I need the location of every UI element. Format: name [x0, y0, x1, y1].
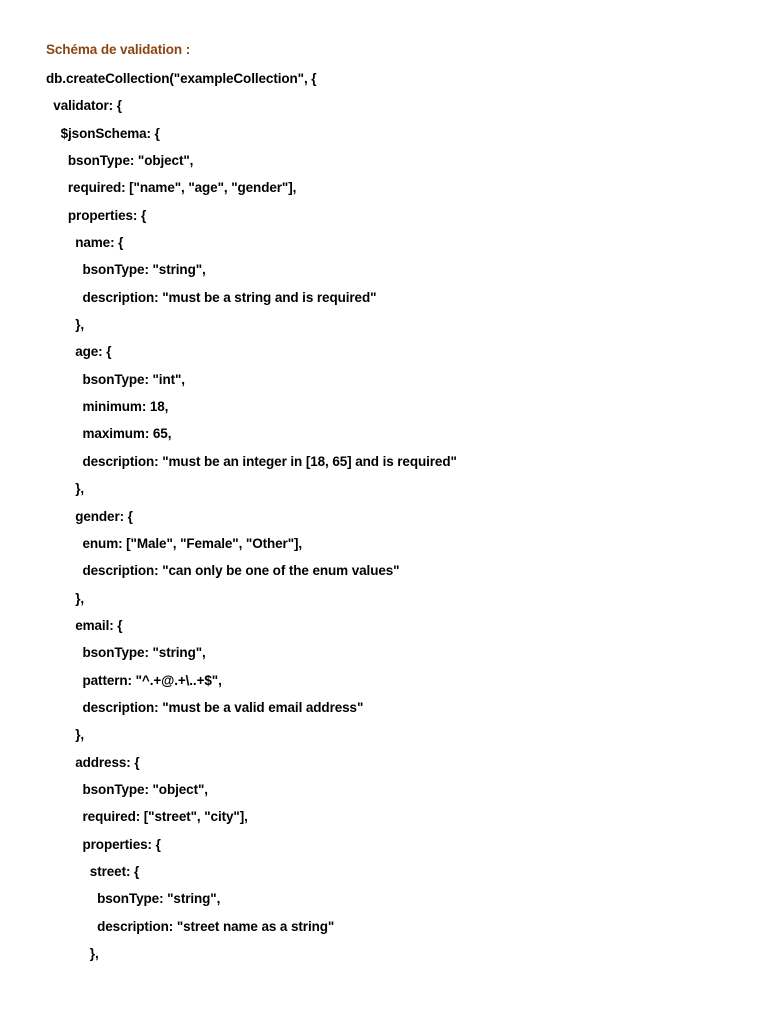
- code-line: address: {: [46, 754, 140, 770]
- code-line: },: [46, 946, 99, 961]
- code-line: properties: {: [46, 207, 147, 223]
- code-line: name: {: [46, 235, 124, 251]
- code-line: description: "must be a string and is required": [46, 289, 377, 305]
- code-line: db.createCollection("exampleCollection", {: [46, 71, 317, 86]
- code-line: bsonType: "string",: [46, 262, 206, 278]
- code-line: gender: {: [46, 508, 133, 524]
- code-line: $jsonSchema: {: [46, 125, 160, 141]
- code-line: bsonType: "object",: [46, 781, 208, 797]
- code-line: description: "must be a valid email address": [46, 699, 364, 715]
- code-line: bsonType: "object",: [46, 153, 194, 169]
- code-line: email: {: [46, 617, 123, 633]
- code-line: pattern: "^.+@.+\..+$",: [46, 672, 222, 688]
- code-line: bsonType: "int",: [46, 371, 185, 387]
- code-line: bsonType: "string",: [46, 891, 221, 907]
- code-line: validator: {: [46, 98, 122, 114]
- code-line: },: [46, 590, 85, 606]
- code-line: minimum: 18,: [46, 399, 169, 415]
- code-line: description: "street name as a string": [46, 918, 335, 934]
- code-line: description: "must be an integer in [18, 65] and is required": [46, 453, 457, 469]
- code-line: bsonType: "string",: [46, 645, 206, 661]
- code-line: },: [46, 727, 85, 743]
- code-line: street: {: [46, 863, 140, 879]
- code-line: maximum: 65,: [46, 426, 172, 442]
- code-line: },: [46, 481, 85, 497]
- code-line: enum: ["Male", "Female", "Other"],: [46, 535, 303, 551]
- code-line: },: [46, 317, 85, 333]
- code-line: required: ["street", "city"],: [46, 809, 248, 825]
- code-block: [46, 69, 746, 971]
- code-line: required: ["name", "age", "gender"],: [46, 180, 297, 196]
- section-heading: Schéma de validation :: [46, 42, 191, 57]
- code-line: properties: {: [46, 836, 161, 852]
- code-line: description: "can only be one of the enum values": [46, 563, 400, 579]
- code-line: age: {: [46, 344, 112, 360]
